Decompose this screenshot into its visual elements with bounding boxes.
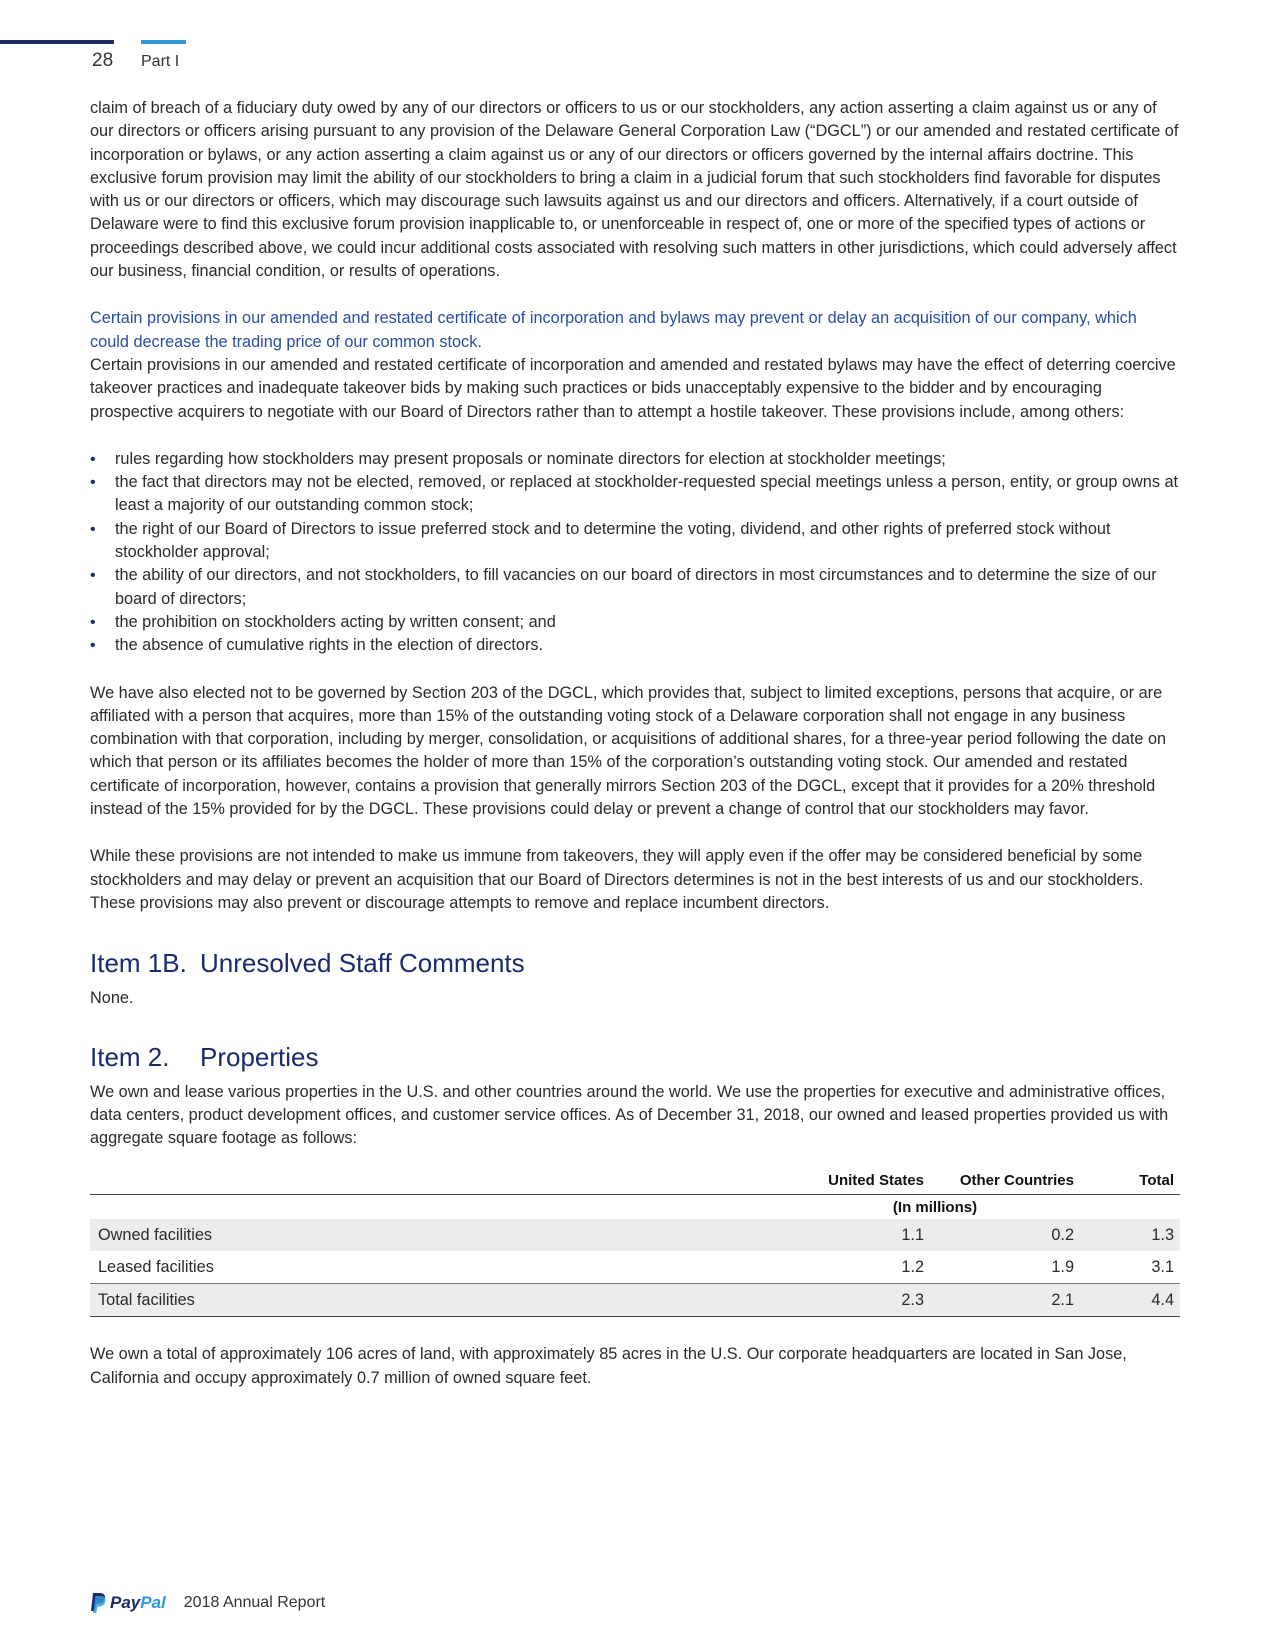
item-2-title: Properties xyxy=(200,1041,319,1072)
list-item: • the right of our Board of Directors to issue preferred stock and to determine the voting, dividend, and other rights of preferred stock without stockholder approval; xyxy=(90,518,1180,565)
cell-value: 1.3 xyxy=(1080,1219,1180,1251)
cell-value: 4.4 xyxy=(1080,1284,1180,1317)
report-title: 2018 Annual Report xyxy=(183,1594,326,1611)
cell-value: 1.9 xyxy=(1051,1257,1074,1276)
paragraph-provisions: Certain provisions in our amended and restated certificate of incorporation and amended and restated bylaws may have the effect of deterring coercive takeover practices and inadequate takeover bids by making such practices or bids unacceptably expensive to the bidder and by encouraging prospective acquirers to negotiate with our Board of Directors rather than to attempt a hostile takeover. These provisions include, among others: xyxy=(90,355,1176,421)
paypal-logo-icon xyxy=(90,1592,106,1614)
page-footer xyxy=(90,1592,325,1614)
row-label: Total facilities xyxy=(90,1284,790,1317)
column-header: Other Countries xyxy=(959,1171,1074,1189)
row-label: Owned facilities xyxy=(90,1219,790,1251)
list-item: • the fact that directors may not be elected, removed, or replaced at stockholder-requested special meetings unless a person, entity, or group owns at least a majority of our outstanding common stock; xyxy=(90,471,1180,518)
item-2-intro: We own and lease various properties in the U.S. and other countries around the world. We use the properties for executive and administrative offices, data centers, product development offices, and customer service offices. As of December 31, 2018, our owned and leased properties provided us with aggregate square footage as follows: xyxy=(90,1082,1169,1148)
cell-value: 0.2 xyxy=(930,1219,1080,1251)
cell-value: 1.1 xyxy=(790,1219,930,1251)
table-total-row xyxy=(90,1284,1180,1317)
list-item: • the ability of our directors, and not stockholders, to fill vacancies on our board of directors in most circumstances and to determine the size of our board of directors; xyxy=(90,564,1180,611)
list-item: • the prohibition on stockholders acting by written consent; and xyxy=(90,611,1180,634)
item-2-number: Item 2. xyxy=(90,1041,170,1072)
section-label: Part I xyxy=(141,53,180,70)
item-1b-title: Unresolved Staff Comments xyxy=(200,948,525,979)
column-header: Total xyxy=(1139,1171,1174,1189)
cell-value: 2.1 xyxy=(930,1284,1080,1317)
paragraph-takeovers: While these provisions are not intended to make us immune from takeovers, they will apply even if the offer may be considered beneficial by some stockholders and may delay or prevent an acquisition that our Board of Directors determines is not in the best interests of us and our stockholders. These provisions may also prevent or discourage attempts to remove and replace incumbent directors. xyxy=(90,847,1144,912)
cell-value: 3.1 xyxy=(1151,1257,1174,1276)
table-unit-row xyxy=(90,1195,1180,1220)
list-item: • the absence of cumulative rights in the election of directors. xyxy=(90,634,1180,657)
list-item: • rules regarding how stockholders may present proposals or nominate directors for election at stockholder meetings; xyxy=(90,448,1180,471)
page-number: 28 xyxy=(92,50,114,71)
item-1b-heading xyxy=(90,947,1180,979)
table-row xyxy=(90,1219,1180,1251)
provisions-list xyxy=(90,448,1180,658)
header-rule-dark xyxy=(0,40,114,44)
unit-label: (In millions) xyxy=(790,1195,1080,1220)
properties-table xyxy=(90,1166,1180,1317)
cell-value: 2.3 xyxy=(790,1284,930,1317)
risk-factor-heading: Certain provisions in our amended and restated certificate of incorporation and bylaws may prevent or delay an acquisition of our company, which could decrease the trading price of our common stock. xyxy=(90,309,1137,351)
page-content xyxy=(90,97,1180,1390)
paragraph-forum: claim of breach of a fiduciary duty owed by any of our directors or officers to us or our stockholders, any action asserting a claim against us or any of our directors or officers arising pursuant to any provision of the Delaware General Corporation Law (“DGCL”) or our amended and restated certificate of incorporation or bylaws, or any action asserting a claim against us or any of our directors or officers governed by the internal affairs doctrine. This exclusive forum provision may limit the ability of our stockholders to bring a claim in a judicial forum that such stockholders find favorable for disputes with us or our directors or officers, which may discourage such lawsuits against us and our directors and officers. Alternatively, if a court outside of Delaware were to find this exclusive forum provision inapplicable to, or unenforceable in respect of, one or more of the specified types of actions or proceedings described above, we could incur additional costs associated with resolving such matters in other jurisdictions, which could adversely affect our business, financial condition, or results of operations. xyxy=(90,99,1179,281)
item-2-heading xyxy=(90,1041,1180,1073)
table-header-row xyxy=(90,1166,1180,1195)
row-label: Leased facilities xyxy=(98,1257,214,1276)
item-1b-number: Item 1B. xyxy=(90,948,187,979)
paragraph-section-203: We have also elected not to be governed by Section 203 of the DGCL, which provides that, subject to limited exceptions, persons that acquire, or are affiliated with a person that acquires, more than 15% of the outstanding voting stock of a Delaware corporation shall not engage in any business combination with that corporation, including by merger, consolidation, or acquisitions of additional shares, for a three-year period following the date on which that person or its affiliates becomes the holder of more than 15% of the corporation’s outstanding voting stock. Our amended and restated certificate of incorporation, however, contains a provision that generally mirrors Section 203 of the DGCL, except that it provides for a 20% threshold instead of the 15% provided for by the DGCL. These provisions could delay or prevent a change of control that our stockholders may favor. xyxy=(90,683,1167,819)
header-rule-light xyxy=(141,40,186,44)
column-header: United States xyxy=(828,1171,924,1189)
item-1b-text: None. xyxy=(90,989,134,1008)
table-row xyxy=(90,1251,1180,1284)
paypal-wordmark: PayPal xyxy=(110,1593,166,1612)
item-2-closing: We own a total of approximately 106 acres of land, with approximately 85 acres in the U.S. Our corporate headquarters are located in San Jose, California and occupy approximately 0.7 million of owned square feet. xyxy=(90,1345,1127,1387)
cell-value: 1.2 xyxy=(901,1257,924,1276)
